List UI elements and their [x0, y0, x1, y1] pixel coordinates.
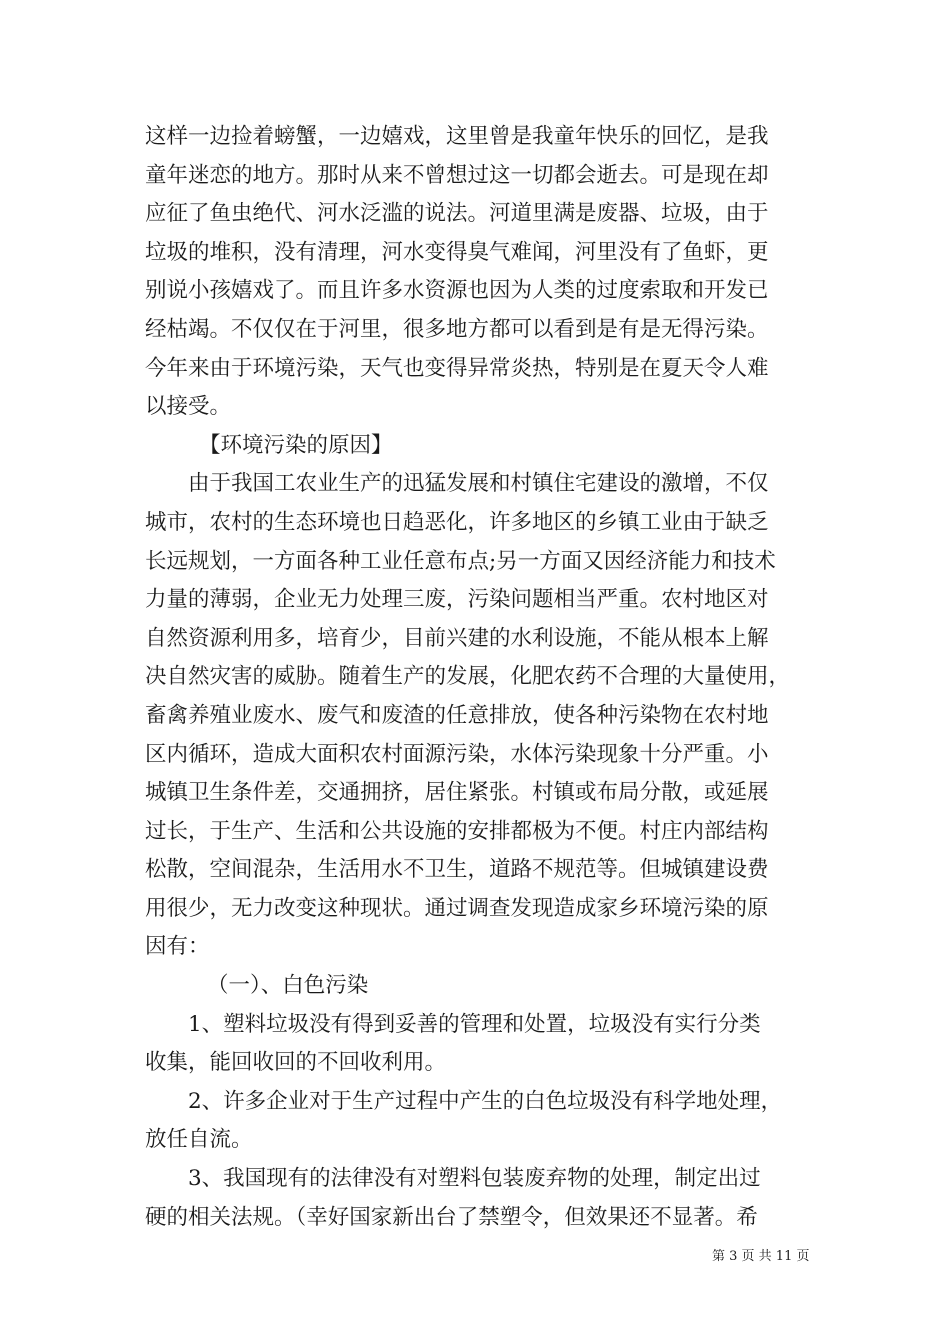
text-line: 今年来由于环境污染，天气也变得异常炎热，特别是在夏天令人难 [145, 355, 769, 381]
document-body [145, 118, 825, 1237]
section-heading: 【环境污染的原因】 [199, 432, 393, 458]
text-line: 垃圾的堆积，没有清理，河水变得臭气难闻，河里没有了鱼虾，更 [145, 239, 769, 265]
list-item-first-line: 1、塑料垃圾没有得到妥善的管理和处置，垃圾没有实行分类 [188, 1011, 761, 1037]
text-line: 松散，空间混杂，生活用水不卫生，道路不规范等。但城镇建设费 [145, 857, 769, 883]
text-line: 城市，农村的生态环境也日趋恶化，许多地区的乡镇工业由于缺乏 [145, 509, 769, 535]
text-line: 区内循环，造成大面积农村面源污染，水体污染现象十分严重。小 [145, 741, 769, 767]
text-line: 以接受。 [145, 394, 232, 420]
text-line: 畜禽养殖业废水、废气和废渣的任意排放，使各种污染物在农村地 [145, 702, 769, 728]
text-line: 过长，于生产、生活和公共设施的安排都极为不便。村庄内部结构 [145, 818, 769, 844]
page-number: 第 3 页 共 11 页 [712, 1249, 810, 1264]
paragraph-first-line: 由于我国工农业生产的迅猛发展和村镇住宅建设的激增，不仅 [188, 471, 769, 497]
text-line: 童年迷恋的地方。那时从来不曾想过这一切都会逝去。可是现在却 [145, 162, 769, 188]
text-line: 长远规划，一方面各种工业任意布点;另一方面又因经济能力和技术 [145, 548, 776, 574]
subsection-heading: （一）、白色污染 [207, 973, 369, 999]
text-line: 别说小孩嬉戏了。而且许多水资源也因为人类的过度索取和开发已 [145, 278, 769, 304]
list-item-first-line: 3、我国现有的法律没有对塑料包装废弃物的处理，制定出过 [188, 1166, 761, 1192]
text-line: 放任自流。 [145, 1127, 253, 1153]
text-line: 收集，能回收回的不回收利用。 [145, 1050, 447, 1076]
text-line: 自然资源利用多，培育少，目前兴建的水利设施，不能从根本上解 [145, 625, 769, 651]
text-line: 这样一边捡着螃蟹，一边嬉戏，这里曾是我童年快乐的回忆，是我 [145, 124, 769, 149]
text-line: 城镇卫生条件差，交通拥挤，居住紧张。村镇或布局分散，或延展 [145, 780, 769, 806]
text-line: 决自然灾害的威胁。随着生产的发展，化肥农药不合理的大量使用， [145, 664, 791, 690]
text-line: 力量的薄弱，企业无力处理三废，污染问题相当严重。农村地区对 [145, 587, 769, 613]
list-item-first-line: 2、许多企业对于生产过程中产生的白色垃圾没有科学地处理， [188, 1088, 783, 1114]
text-line: 因有： [145, 934, 210, 960]
text-line: 经枯竭。不仅仅在于河里，很多地方都可以看到是有是无得污染。 [145, 316, 769, 342]
text-line: 用很少，无力改变这种现状。通过调查发现造成家乡环境污染的原 [145, 895, 769, 921]
text-line: 应征了鱼虫绝代、河水泛滥的说法。河道里满是废器、垃圾，由于 [145, 201, 769, 227]
text-line: 硬的相关法规。（幸好国家新出台了禁塑令，但效果还不显著。希 [145, 1204, 758, 1230]
